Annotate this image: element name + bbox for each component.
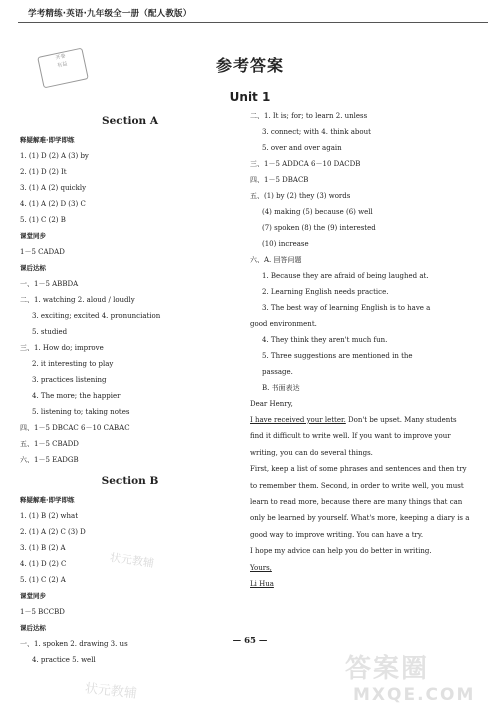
answer-line: 4. (1) D (2) C bbox=[20, 560, 67, 568]
letter-closing: Yours, bbox=[250, 563, 272, 572]
label-kehou: 课后达标 bbox=[20, 624, 46, 632]
answer-line: (7) spoken (8) the (9) interested bbox=[262, 224, 376, 232]
label-ketang: 课堂同步 bbox=[20, 592, 46, 600]
answer-line: 1－5 CADAD bbox=[20, 248, 65, 256]
answer-line: 3. practices listening bbox=[32, 376, 107, 384]
letter-paragraph-2: First, keep a list of some phrases and sentences and then try to remember them. Second, in order to write well, you must learn to read more, because there are many things that can only be learned by yourself. What's more, keeping a diary is a good way to improve writing. You can have a try. bbox=[250, 465, 470, 539]
answer-line: 四、1－5 DBACB bbox=[250, 176, 309, 184]
answer-line: 2. (1) D (2) It bbox=[20, 168, 67, 176]
page-number: — 65 — bbox=[232, 636, 268, 646]
answer-line: passage. bbox=[262, 368, 293, 376]
answer-line: 六、1－5 EADGB bbox=[20, 456, 79, 464]
answer-line: 5. (1) C (2) B bbox=[20, 216, 66, 224]
answer-line: 三、1－5 ADDCA 6－10 DACDB bbox=[250, 160, 361, 168]
stamp-text-1: 开卷 bbox=[55, 53, 67, 62]
writing-label: B. 书面表达 bbox=[262, 384, 300, 392]
answer-line: 2. it interesting to play bbox=[32, 360, 114, 368]
answer-line: 一、1－5 ABBDA bbox=[20, 280, 79, 288]
answer-line: 4. They think they aren't much fun. bbox=[262, 336, 388, 344]
answer-line: 二、1. watching 2. aloud / loudly bbox=[20, 296, 135, 304]
answer-line: 3. The best way of learning English is to have a bbox=[262, 304, 431, 312]
label-ketang: 课堂同步 bbox=[20, 232, 46, 240]
answer-line: good environment. bbox=[250, 320, 317, 328]
answer-line: 1. (1) B (2) what bbox=[20, 512, 79, 520]
answer-line: (4) making (5) because (6) well bbox=[262, 208, 373, 216]
answer-line: 六、A. 回答问题 bbox=[250, 256, 302, 264]
section-b-title: Section B bbox=[101, 475, 159, 487]
answer-line: 3. (1) A (2) quickly bbox=[20, 184, 87, 192]
answer-line: 4. practice 5. well bbox=[32, 656, 96, 664]
letter-signature: Li Hua bbox=[250, 579, 274, 588]
page-header: 学考精练·英语·九年级全一册（配人教版） bbox=[28, 9, 192, 19]
answer-line: 2. Learning English needs practice. bbox=[262, 288, 389, 296]
answer-line: 五、(1) by (2) they (3) words bbox=[250, 192, 351, 200]
answer-line: 三、1. How do; improve bbox=[20, 344, 104, 352]
page-title: 参考答案 bbox=[215, 56, 284, 75]
answer-line: 3. (1) B (2) A bbox=[20, 544, 66, 552]
label-jiyi: 释疑解难·即学即练 bbox=[20, 136, 75, 144]
unit-title: Unit 1 bbox=[229, 90, 271, 104]
label-jiyi: 释疑解难·即学即练 bbox=[20, 496, 75, 504]
answer-line: 2. (1) A (2) C (3) D bbox=[20, 528, 86, 536]
answer-line: (10) increase bbox=[262, 240, 309, 248]
answer-line: 5. listening to; taking notes bbox=[32, 408, 130, 416]
answer-line: 5. Three suggestions are mentioned in the bbox=[262, 352, 413, 360]
answer-line: 4. (1) A (2) D (3) C bbox=[20, 200, 86, 208]
letter-paragraph-3: I hope my advice can help you do better in writing. bbox=[250, 547, 432, 556]
label-kehou: 课后达标 bbox=[20, 264, 46, 272]
letter-paragraph-1-rest: Don't be upset. Many students find it difficult to write well. If you want to improve your writing, you can do several things. bbox=[250, 416, 457, 457]
letter-paragraph-1 bbox=[250, 412, 472, 461]
answer-line: 3. exciting; excited 4. pronunciation bbox=[32, 312, 161, 320]
answer-line: 1. (1) D (2) A (3) by bbox=[20, 152, 89, 160]
answer-line: 四、1－5 DBCAC 6－10 CABAC bbox=[20, 424, 130, 432]
answer-line: 4. The more; the happier bbox=[32, 392, 121, 400]
answer-line: 3. connect; with 4. think about bbox=[262, 128, 371, 136]
header-rule bbox=[18, 22, 488, 23]
answer-line: 二、1. It is; for; to learn 2. unless bbox=[250, 112, 368, 120]
left-column bbox=[20, 108, 240, 668]
answer-line: 1－5 BCCBD bbox=[20, 608, 65, 616]
watermark-logo-url: MXQE.COM bbox=[353, 685, 476, 705]
watermark-logo-text: 答案圈 bbox=[345, 654, 430, 684]
answer-line: 5. (1) C (2) A bbox=[20, 576, 66, 584]
answer-line: 5. studied bbox=[32, 328, 68, 336]
right-column bbox=[250, 108, 472, 592]
watermark-logo bbox=[345, 648, 495, 708]
answer-line: 五、1－5 CBADD bbox=[20, 440, 79, 448]
letter-greeting: Dear Henry, bbox=[250, 400, 293, 408]
answer-line: 5. over and over again bbox=[262, 144, 342, 152]
answer-line: 一、1. spoken 2. drawing 3. us bbox=[20, 640, 128, 648]
stamp-text-2: 有益 bbox=[56, 61, 68, 70]
underlined-sentence: I have received your letter. bbox=[250, 416, 346, 424]
answer-line: 1. Because they are afraid of being laughed at. bbox=[262, 272, 429, 280]
watermark-text: 状元教辅 bbox=[109, 550, 155, 570]
section-a-title: Section A bbox=[102, 115, 158, 127]
watermark-text: 状元教辅 bbox=[84, 681, 138, 702]
